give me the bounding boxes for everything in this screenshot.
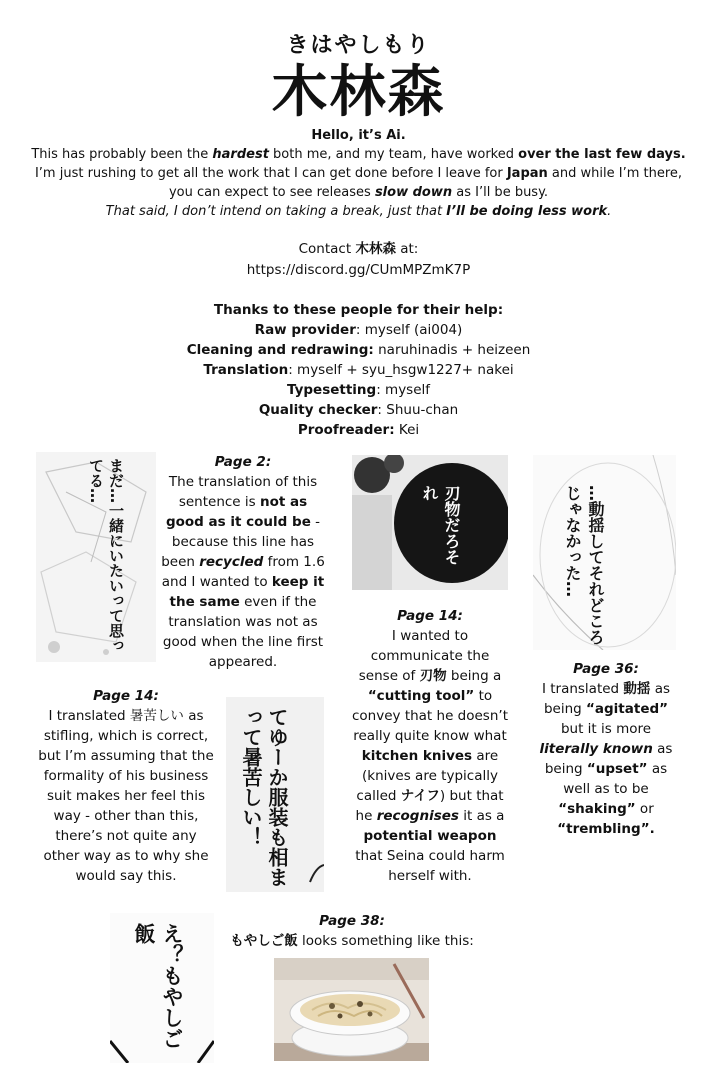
intro-line-1: This has probably been the hardest both me, and my team, have worked over the last few days.: [31, 147, 686, 162]
intro-message: [20, 126, 697, 221]
title-logo: 木林森: [271, 60, 446, 125]
greeting: Hello, it’s Ai.: [311, 128, 406, 143]
note-page-36: Page 36: I translated 動揺 as being “agitated” but it is more literally known as being “upset” as well as to be “shaking” or “trembling”.: [533, 659, 679, 839]
note-page-14-knife: Page 14: I wanted to communicate the sense of 刃物 being a “cutting tool” to convey that he doesn’t really quite know what kitchen knives are (knives are typically called ナイフ) but that he recognises it as a potential weapon that Seina could harm herself with.: [350, 606, 510, 886]
contact-section: [0, 239, 717, 281]
manga-panel-page14-suit: [226, 697, 324, 892]
panel-page2-text: まだ…一緒にいたいって思ってる…: [87, 458, 125, 653]
credits-section: [0, 300, 717, 440]
note-page-38: Page 38: もやしご飯 looks something like this:: [212, 911, 492, 951]
credit-translation: Translation: myself + syu_hsgw1227+ nakei: [203, 362, 514, 378]
intro-line-4: That said, I don’t intend on taking a break, just that I’ll be doing less work.: [105, 204, 612, 219]
credit-quality-checker: Quality checker: Shuu-chan: [258, 402, 459, 418]
credit-cleaning: Cleaning and redrawing: naruhinadis + heizeen: [186, 342, 531, 358]
credit-proofreader: Proofreader: Kei: [297, 422, 420, 438]
manga-panel-page38: [110, 913, 214, 1063]
note-page-38-title: Page 38:: [319, 913, 385, 929]
discord-link[interactable]: https://discord.gg/CUmMPZmK7P: [246, 262, 471, 278]
note-page-2-title: Page 2:: [214, 454, 272, 470]
manga-panel-page14-knife: [352, 455, 508, 590]
credit-raw-provider: Raw provider: myself (ai004): [254, 322, 463, 338]
credit-typesetting: Typesetting: myself: [286, 382, 431, 398]
photo-moyashi-rice: [274, 958, 429, 1061]
note-page-36-title: Page 36:: [573, 661, 639, 677]
panel-page36-text: …動揺してそれどころじゃなかった…: [563, 485, 605, 645]
note-page-14-stifling-title: Page 14:: [93, 688, 159, 704]
note-page-2: Page 2: The translation of this sentence is not as good as it could be - because this line has been recycled from 1.6 and I wanted to keep it the same even if the translation was not as good when the line first appeared.: [161, 454, 325, 670]
intro-line-3: you can expect to see releases slow down as I’ll be busy.: [168, 185, 549, 200]
contact-label: Contact 木林森 at:: [298, 241, 419, 257]
panel-page38-text: え？もやしご飯: [132, 923, 184, 1049]
intro-line-2: I’m just rushing to get all the work that I can get done before I leave for Japan and while I’m there,: [34, 166, 683, 181]
credits-heading: Thanks to these people for their help:: [213, 302, 504, 318]
manga-panel-page36: [533, 455, 676, 650]
title-reading: きはやしもり: [286, 33, 431, 58]
panel-page14-text: 刃物だろそれ: [420, 485, 461, 565]
note-page-14-stifling: Page 14: I translated 暑苦しい as stifling, which is correct, but I’m assuming that the formality of his business suit makes her feel this way - other than this, there’s not quite any other way as to why she would say this.: [38, 688, 214, 884]
rice-bowl-image: [274, 958, 429, 1061]
note-page-14-knife-title: Page 14:: [397, 608, 463, 624]
panel-page14-suit-text: てゆーか服装も相まって暑苦しい！: [239, 707, 289, 887]
manga-panel-page2: [36, 452, 156, 662]
